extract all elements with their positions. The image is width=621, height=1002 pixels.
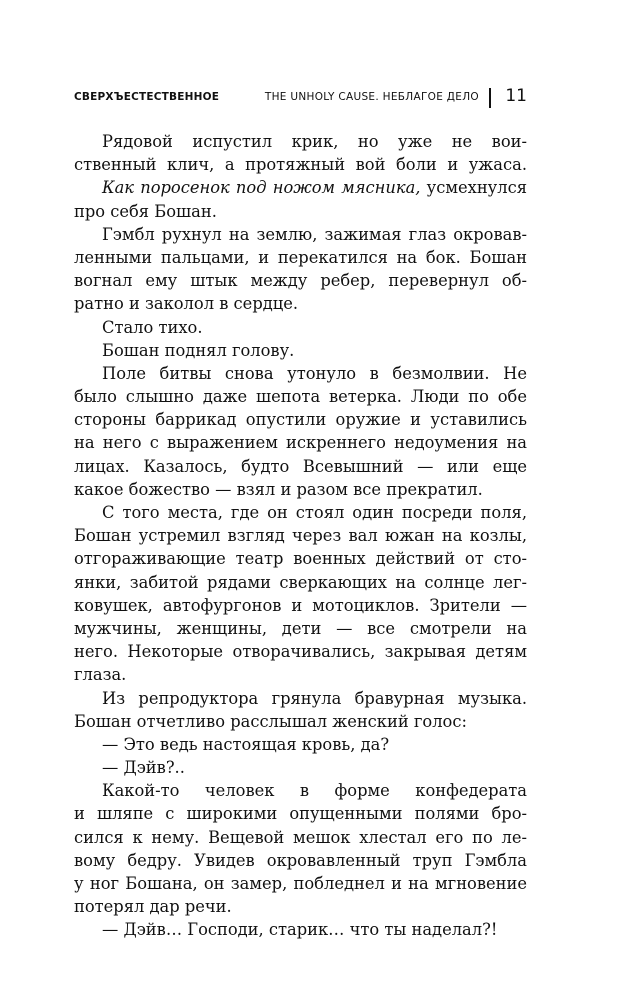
text-line: сился к нему. Вещевой мешок хлестал его по ле-	[74, 827, 527, 847]
text-line: Поле битвы снова утонуло в безмолвии. Не	[102, 363, 527, 383]
text-line: ственный клич, а протяжный вой боли и ужаса.	[74, 155, 527, 175]
page-number: 11	[505, 86, 527, 106]
text-line: на него с выражением искреннего недоумения на	[74, 433, 527, 453]
text-line: Рядовой испустил крик, но уже не вои-	[102, 132, 527, 151]
text-line: вому бедру. Увидев окровавленный труп Гэмбла	[74, 850, 527, 870]
text-line: Бошан поднял голову.	[102, 340, 295, 360]
text-line: С того места, где он стоял один посреди поля,	[102, 503, 527, 522]
text-line: потерял дар речи.	[74, 897, 232, 917]
text-line: янки, забитой рядами сверкающих на солнце лег-	[74, 572, 527, 592]
text-line: Как поросенок под ножом мясника, усмехнулся	[102, 178, 527, 198]
header-divider	[489, 88, 491, 108]
text-line: про себя Бошан.	[74, 201, 217, 221]
body-text	[74, 130, 527, 942]
text-line: Какой-то человек в форме конфедерата	[102, 781, 527, 801]
book-title: THE UNHOLY CAUSE. НЕБЛАГОЕ ДЕЛО	[264, 91, 479, 103]
text-line: глаза.	[74, 665, 127, 685]
text-line: ковушек, автофургонов и мотоциклов. Зрители —	[74, 595, 527, 615]
text-line: — Дэйв?..	[102, 758, 185, 778]
text-line: Стало тихо.	[102, 317, 203, 337]
text-line: Бошан устремил взгляд через вал южан на козлы,	[74, 526, 527, 546]
text-line: лицах. Казалось, будто Всевышний — или еще	[74, 456, 527, 476]
text-line: ратно и заколол в сердце.	[74, 294, 299, 314]
text-line: вогнал ему штык между ребер, перевернул об-	[74, 271, 527, 291]
italic-phrase: Как поросенок под ножом мясника,	[102, 178, 421, 198]
text-line: и шляпе с широкими опущенными полями бро-	[74, 804, 527, 824]
text-line: — Дэйв… Господи, старик… что ты наделал?!	[102, 920, 498, 940]
text-line: мужчины, женщины, дети — все смотрели на	[74, 618, 527, 638]
text-line: него. Некоторые отворачивались, закрывая детям	[74, 642, 527, 662]
text-line: отгораживающие театр военных действий от сто-	[74, 549, 527, 569]
text-line: Гэмбл рухнул на землю, зажимая глаз окровав-	[102, 224, 527, 244]
text-line: у ног Бошана, он замер, побледнел и на мгновение	[74, 874, 527, 893]
text-line: какое божество — взял и разом все прекратил.	[74, 479, 483, 499]
text-line: было слышно даже шепота ветерка. Люди по обе	[74, 387, 527, 407]
text-line: ленными пальцами, и перекатился на бок. Бошан	[74, 247, 527, 267]
running-head	[74, 88, 527, 112]
text-line: — Это ведь настоящая кровь, да?	[102, 734, 390, 754]
text-line: Бошан отчетливо расслышал женский голос:	[74, 711, 467, 731]
series-name: СВЕРХЪЕСТЕСТВЕННОЕ	[74, 91, 220, 103]
text-line: стороны баррикад опустили оружие и уставились	[74, 410, 527, 430]
text-line: Из репродуктора грянула бравурная музыка.	[102, 688, 527, 708]
